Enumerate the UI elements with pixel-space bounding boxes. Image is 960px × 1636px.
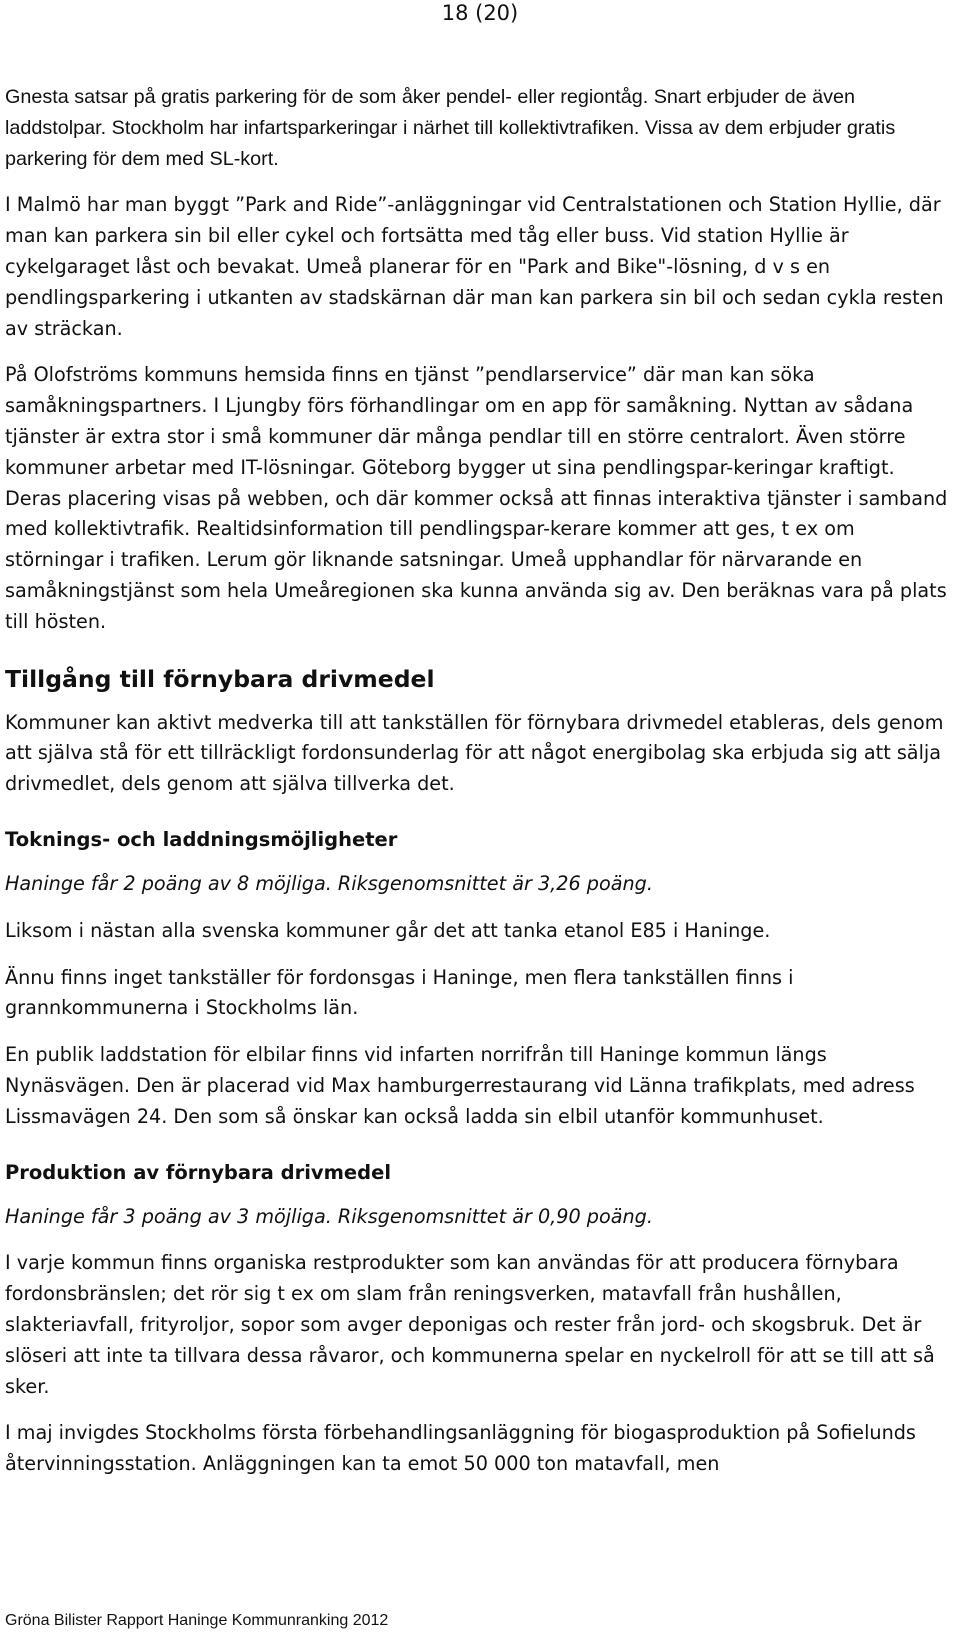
page-footer: Gröna Bilister Rapport Haninge Kommunranking 2012 [5, 1612, 389, 1629]
subsection-heading-production: Produktion av förnybara drivmedel [5, 1160, 392, 1184]
paragraph-fuel-access: Kommuner kan aktivt medverka till att tankställen för förnybara drivmedel etableras, dels genom att själva stå för ett tillräckligt fordonsunderlag för att något energibolag ska erbjuda sig att sälja drivmedlet, dels genom att själva tillverka det. [5, 710, 944, 796]
paragraph-restprodukter: I varje kommun finns organiska restprodukter som kan användas för att producera förnybara fordonsbränslen; det rör sig t ex om slam från reningsverken, matavfall från hushållen, slakteriavfall, frityroljor, sopor som avger deponigas och rester från jord- och skogsbruk. Det är slöseri att inte ta tillvara dessa råvaror, och kommunerna spelar en nyckelroll för att se till att så sker. [5, 1251, 935, 1398]
paragraph-parking-intro: Gnesta satsar på gratis parkering för de som åker pendel- eller regiontåg. Snart erbjuder de även laddstolpar. Stockholm har infartsparkeringar i närhet till kollektivtrafiken. Vissa av dem erbjuder gratis parkering för dem med SL-kort. [5, 86, 896, 170]
score-charging: Haninge får 2 poäng av 8 möjliga. Riksgenomsnittet är 3,26 poäng. [5, 871, 653, 895]
section-heading: Tillgång till förnybara drivmedel [5, 664, 435, 693]
paragraph-park-and-ride: I Malmö har man byggt ”Park and Ride”-anläggningar vid Centralstationen och Station Hyllie, där man kan parkera sin bil eller cykel och fortsätta med tåg eller buss. Vid station Hyllie är cykelgaraget låst och bevakat. Umeå planerar för en "Park and Bike"-lösning, d v s en pendlingsparkering i utkanten av stadskärnan där man kan parkera sin bil och sedan cykla resten av sträckan. [5, 193, 944, 340]
page-number: 18 (20) [441, 1, 519, 25]
paragraph-fordonsgas: Ännu finns inget tankställer för fordonsgas i Haninge, men flera tankställen finns i grannkommunerna i Stockholms län. [5, 965, 794, 1020]
paragraph-carpool-services: På Olofströms kommuns hemsida finns en tjänst ”pendlarservice” där man kan söka samåkningspartners. I Ljungby förs förhandlingar om en app för samåkning. Nyttan av sådana tjänster är extra stor i små kommuner där många pendlar till en större centralort. Även större kommuner arbetar med IT-lösningar. Göteborg bygger ut sina pendlingspar-keringar kraftigt. Deras placering visas på webben, och där kommer också att finnas interaktiva tjänster i samband med kollektivtrafik. Realtidsinformation till pendlingspar-kerare kommer att ges, t ex om störningar i trafiken. Lerum gör liknande satsningar. Umeå upphandlar för närvarande en samåkningstjänst som hela Umeåregionen ska kunna använda sig av. Den beräknas vara på plats till hösten. [5, 363, 948, 633]
score-production: Haninge får 3 poäng av 3 möjliga. Riksgenomsnittet är 0,90 poäng. [5, 1204, 653, 1228]
paragraph-e85: Liksom i nästan alla svenska kommuner går det att tanka etanol E85 i Haninge. [5, 918, 771, 942]
page-content [5, 82, 955, 1496]
paragraph-laddstation: En publik laddstation för elbilar finns vid infarten norrifrån till Haninge kommun längs Nynäsvägen. Den är placerad vid Max hamburgerrestaurang vid Länna trafikplats, med adress Lissmavägen 24. Den som så önskar kan också ladda sin elbil utanför kommunhuset. [5, 1043, 915, 1128]
paragraph-biogas-facility: I maj invigdes Stockholms första förbehandlingsanläggning för biogasproduktion på Sofielunds återvinningsstation. Anläggningen kan ta emot 50 000 ton matavfall, men [5, 1421, 916, 1476]
subsection-heading-charging: Toknings- och laddningsmöjligheter [5, 827, 398, 851]
